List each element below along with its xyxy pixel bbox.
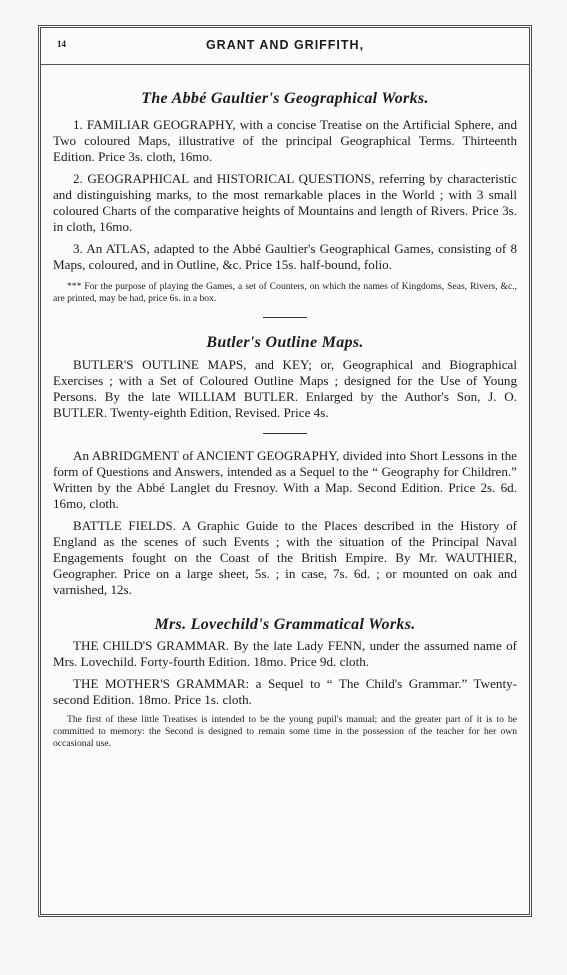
entry-ancient-geography: An ABRIDGMENT of ANCIENT GEOGRAPHY, divided into Short Lessons in the form of Questions and Answers, intended as a Sequel to the “ Geography for Children.” Written by the Abbé Langlet du Fresnoy. With a Map. Second Edition. Price 2s. 6d. 16mo, cloth. — [53, 448, 517, 511]
section-title-butler: Butler's Outline Maps. — [206, 334, 364, 351]
entry-geographical-questions: 2. GEOGRAPHICAL and HISTORICAL QUESTIONS, referring by characteristic and distinguishing marks, to the most remarkable places in the World ; with 3 small coloured Charts of the comparative heights of Mountains and length of Rivers. Price 3s. in cloth, 16mo. — [53, 171, 517, 234]
entry-butler-outline-maps: BUTLER'S OUTLINE MAPS, and KEY; or, Geographical and Biographical Exercises ; with a Set of Coloured Outline Maps ; designed for the Use of Young Persons. By the late WILLIAM BUTLER. Enlarged by the Author's Son, J. O. BUTLER. Twenty-eighth Edition, Revised. Price 4s. — [53, 357, 517, 420]
entry-battle-fields: BATTLE FIELDS. A Graphic Guide to the Places described in the History of England as the scenes of such Events ; with the situation of the Principal Naval Engagements fought on the Coast of the British Empire. By Mr. WAUTHIER, Geographer. Price on a large sheet, 5s. ; in case, 7s. 6d. ; or mounted on oak and varnished, 12s. — [53, 518, 517, 597]
section-divider — [263, 317, 307, 318]
entry-familiar-geography: 1. FAMILIAR GEOGRAPHY, with a concise Treatise on the Artificial Sphere, and Two coloured Maps, illustrative of the principal Geographical Terms. Thirteenth Edition. Price 3s. cloth, 16mo. — [53, 117, 517, 164]
page-content — [41, 90, 529, 750]
running-title: GRANT AND GRIFFITH, — [205, 38, 365, 52]
section-divider — [263, 433, 307, 434]
note-counters: *** For the purpose of playing the Games, a set of Counters, on which the names of Kingdoms, Seas, Rivers, &c., are printed, may be had, price 6s. in a box. — [53, 281, 517, 304]
section-title-lovechild: Mrs. Lovechild's Grammatical Works. — [154, 616, 416, 633]
note-treatises: The first of these little Treatises is intended to be the young pupil's manual; and the greater part of it is to be committed to memory: the Second is designed to remain some time in the possession of the teacher for her own occasional use. — [53, 714, 517, 749]
book-page — [38, 25, 532, 917]
section-title-gaultier: The Abbé Gaultier's Geographical Works. — [141, 90, 429, 107]
page-number: 14 — [57, 39, 66, 49]
entry-atlas: 3. An ATLAS, adapted to the Abbé Gaultier's Geographical Games, consisting of 8 Maps, coloured, and in Outline, &c. Price 15s. half-bound, folio. — [53, 241, 517, 272]
entry-childs-grammar: THE CHILD'S GRAMMAR. By the late Lady FENN, under the assumed name of Mrs. Lovechild. Forty-fourth Edition. 18mo. Price 9d. cloth. — [53, 638, 517, 669]
entry-mothers-grammar: THE MOTHER'S GRAMMAR: a Sequel to “ The Child's Grammar.” Twenty-second Edition. 18mo. Price 1s. cloth. — [53, 676, 517, 707]
page-header — [41, 28, 529, 65]
